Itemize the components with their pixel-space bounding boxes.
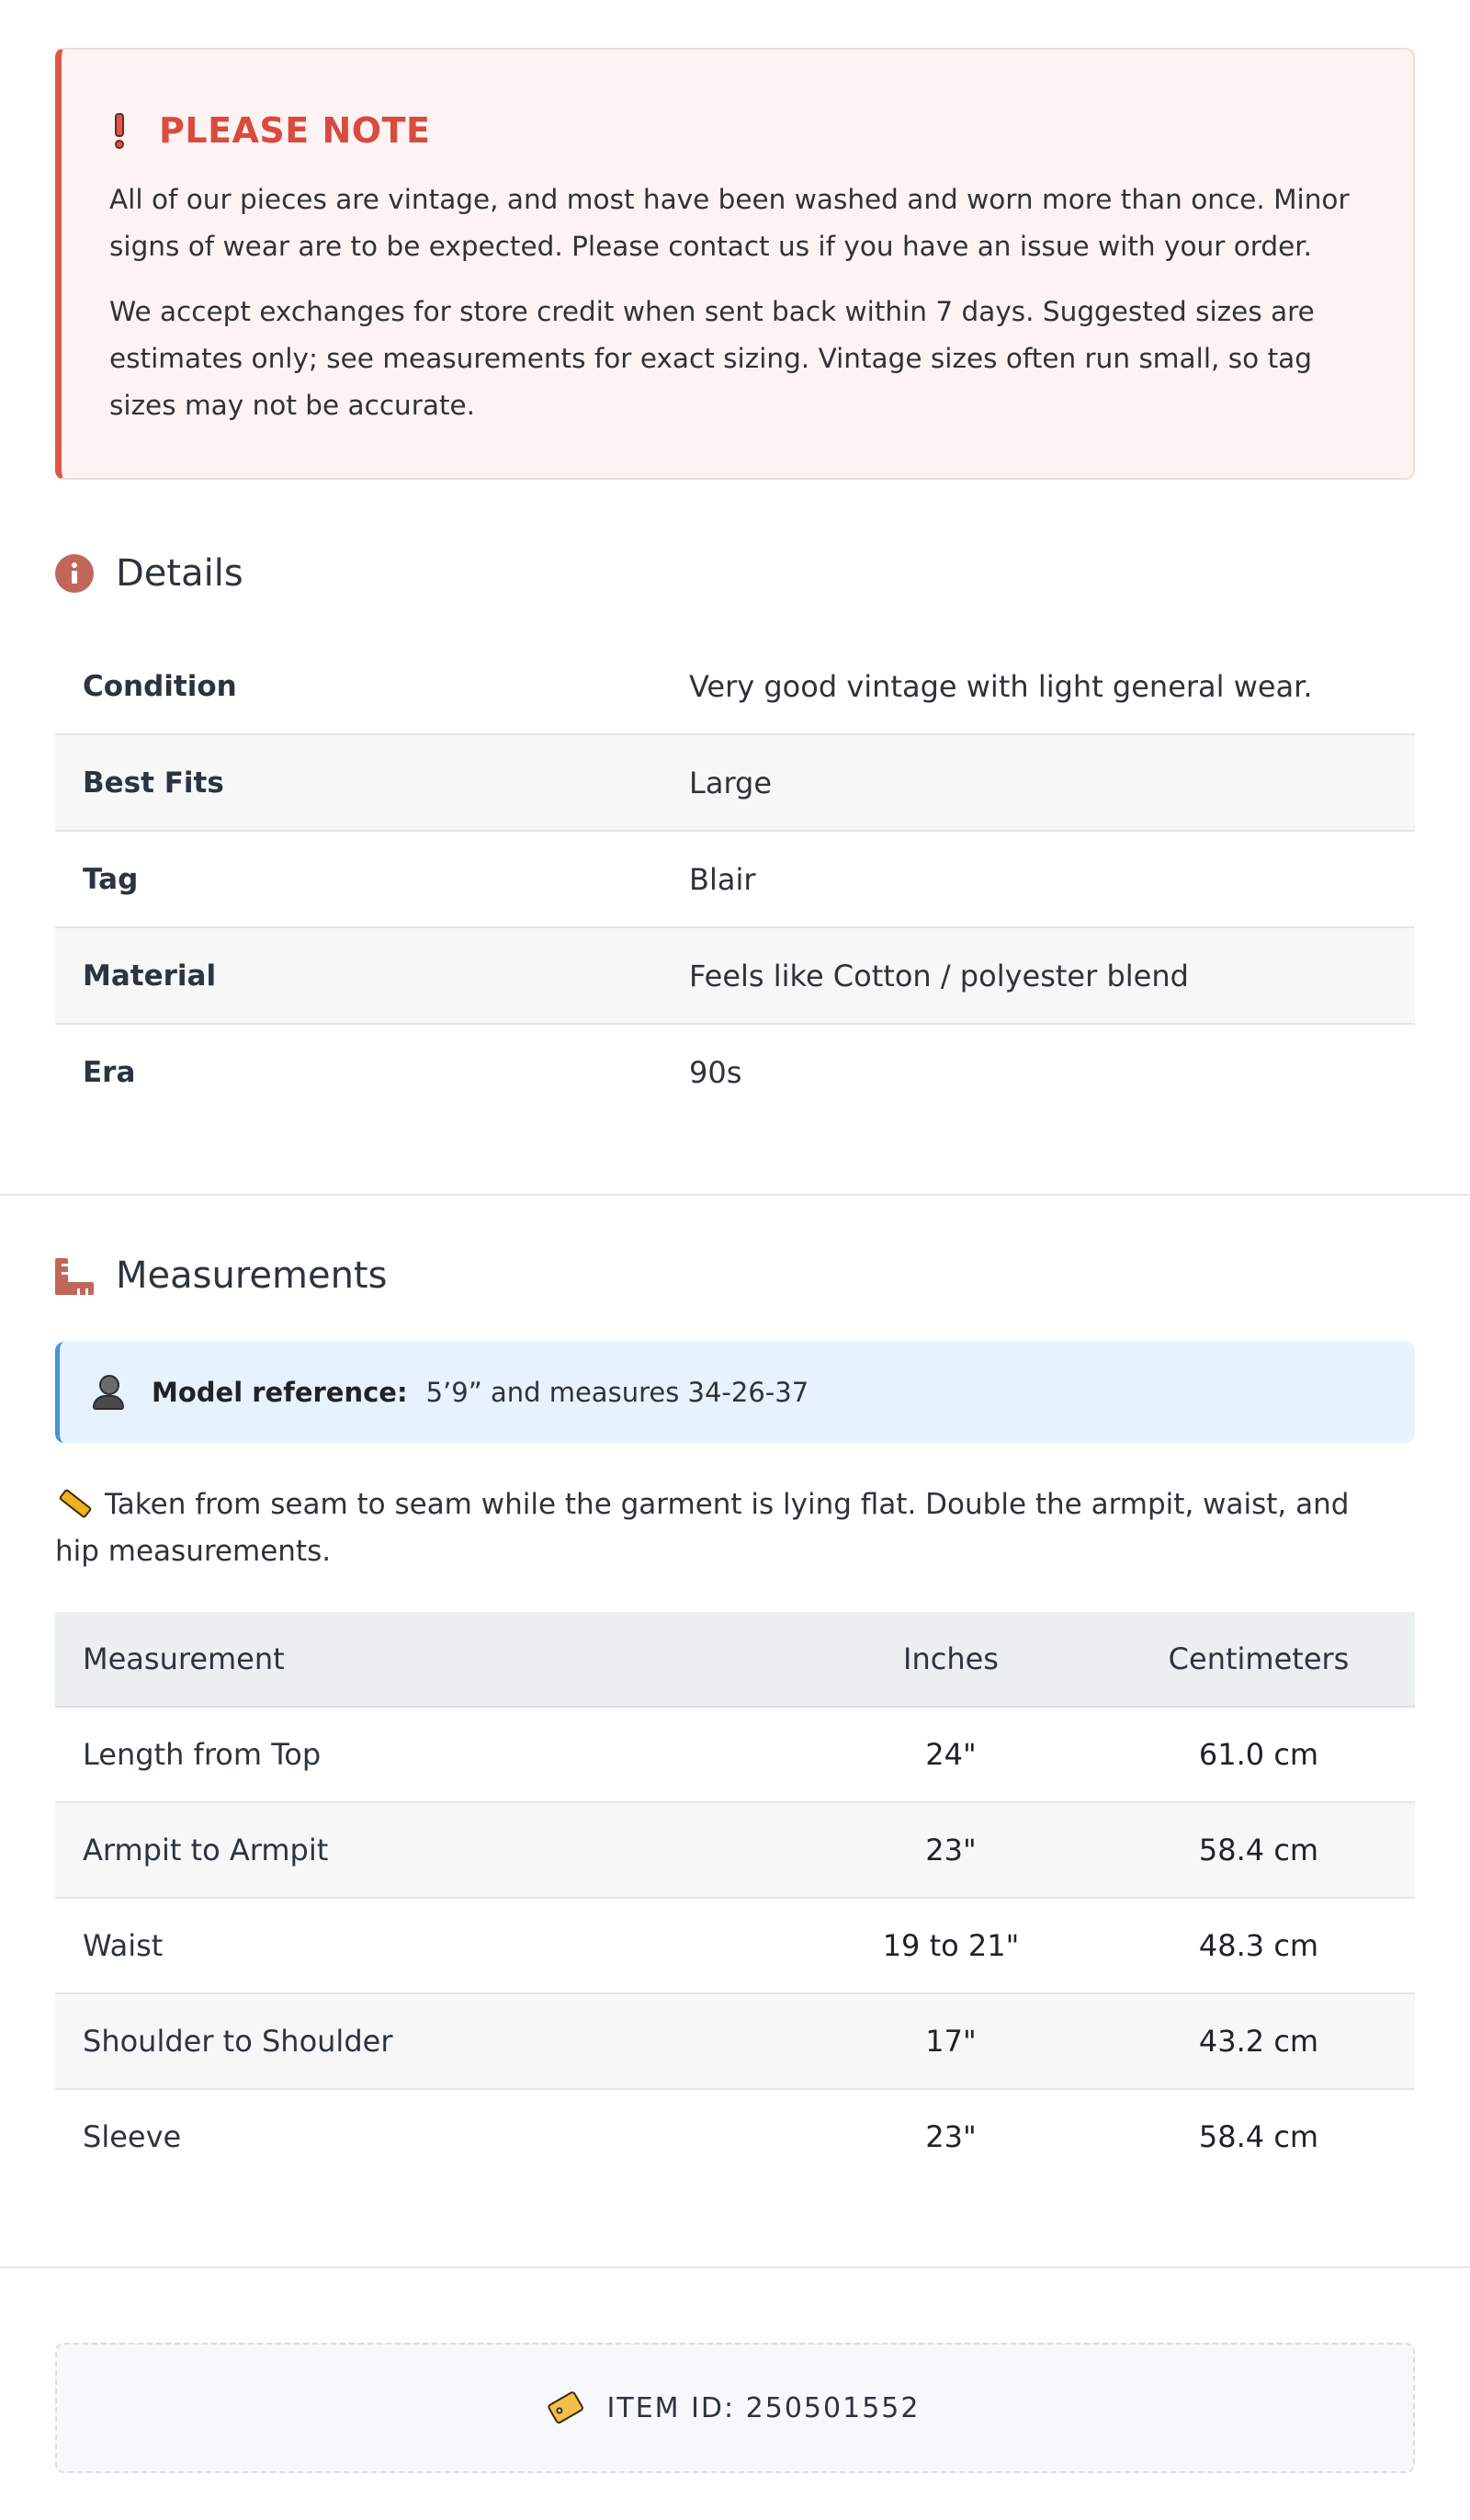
measurement-centimeters: 48.3 cm [1102,1898,1415,1993]
measurement-inches: 24" [799,1707,1102,1802]
detail-value: Blair [689,831,1415,927]
notice-header [109,105,1363,156]
table-header-row [55,1612,1415,1707]
detail-value: Large [689,734,1415,831]
measurements-header [55,1248,387,1303]
measurement-inches: 17" [799,1993,1102,2089]
measurement-name: Shoulder to Shoulder [55,1993,799,2089]
model-reference-value: 5’9” and measures 34-26-37 [425,1377,809,1408]
measurement-name: Waist [55,1898,799,1993]
table-row [55,1802,1415,1898]
measurement-name: Length from Top [55,1707,799,1802]
measurement-name: Sleeve [83,2119,182,2154]
measurement-centimeters: 61.0 cm [1102,1707,1415,1802]
measurement-instructions-text: Taken from seam to seam while the garment is lying flat. Double the armpit, waist, and hip measurements. [55,1488,1350,1568]
table-row [55,1898,1415,1993]
detail-label: Tag [55,831,689,927]
column-header-centimeters: Centimeters [1102,1612,1415,1707]
column-header-inches: Inches [799,1612,1102,1707]
details-title: Details [116,552,243,595]
detail-value: 90s [689,1054,742,1090]
detail-value: Very good vintage with light general wear. [689,639,1415,734]
ruler-icon [55,1256,94,1295]
person-icon [93,1375,124,1410]
table-row [55,831,1415,927]
item-id-label: ITEM ID: 250501552 [606,2391,921,2424]
table-row [55,639,1415,734]
detail-value: Feels like Cotton / polyester blend [689,927,1415,1024]
info-icon [55,554,94,593]
measurement-centimeters: 58.4 cm [1102,1802,1415,1898]
details-table [55,639,1415,1119]
notice-box [55,48,1415,480]
table-row [55,2089,1415,2184]
measurement-centimeters: 43.2 cm [1102,1993,1415,2089]
exclamation-icon [109,111,130,150]
measurements-table [55,1612,1415,2184]
tag-icon [545,2388,587,2428]
detail-label: Condition [55,639,689,734]
section-divider [0,1194,1470,1196]
measurement-inches: 23" [799,1802,1102,1898]
notice-paragraph-condition: All of our pieces are vintage, and most have been washed and worn more than once. Minor signs of wear are to be expected. Please contact us if you have an issue with your order. [109,184,1350,262]
section-divider [0,2266,1470,2268]
detail-label: Best Fits [55,734,689,831]
table-row [55,927,1415,1024]
item-id-box [55,2343,1415,2473]
detail-label: Material [55,927,689,1024]
measurement-inches: 19 to 21" [799,1898,1102,1993]
column-header-measurement: Measurement [55,1612,799,1707]
table-row [55,1024,1415,1119]
measurement-inches: 23" [925,2119,977,2154]
notice-title: PLEASE NOTE [159,110,431,151]
table-row [55,1993,1415,2089]
model-reference-banner [55,1342,1415,1443]
table-row [55,1707,1415,1802]
measurement-instructions [55,1481,1378,1575]
notice-paragraph-exchanges: We accept exchanges for store credit when sent back within 7 days. Suggested sizes are estimates only; see measurements for exact sizing. Vintage sizes often run small, so tag sizes may not be accurate. [109,296,1315,421]
details-header [55,546,243,601]
measurement-name: Armpit to Armpit [55,1802,799,1898]
measurements-title: Measurements [116,1254,388,1297]
table-row [55,734,1415,831]
measurement-centimeters: 58.4 cm [1198,2119,1319,2154]
model-reference-label: Model reference: [152,1377,408,1408]
pencil-icon [59,1488,93,1518]
detail-label: Era [83,1055,136,1089]
